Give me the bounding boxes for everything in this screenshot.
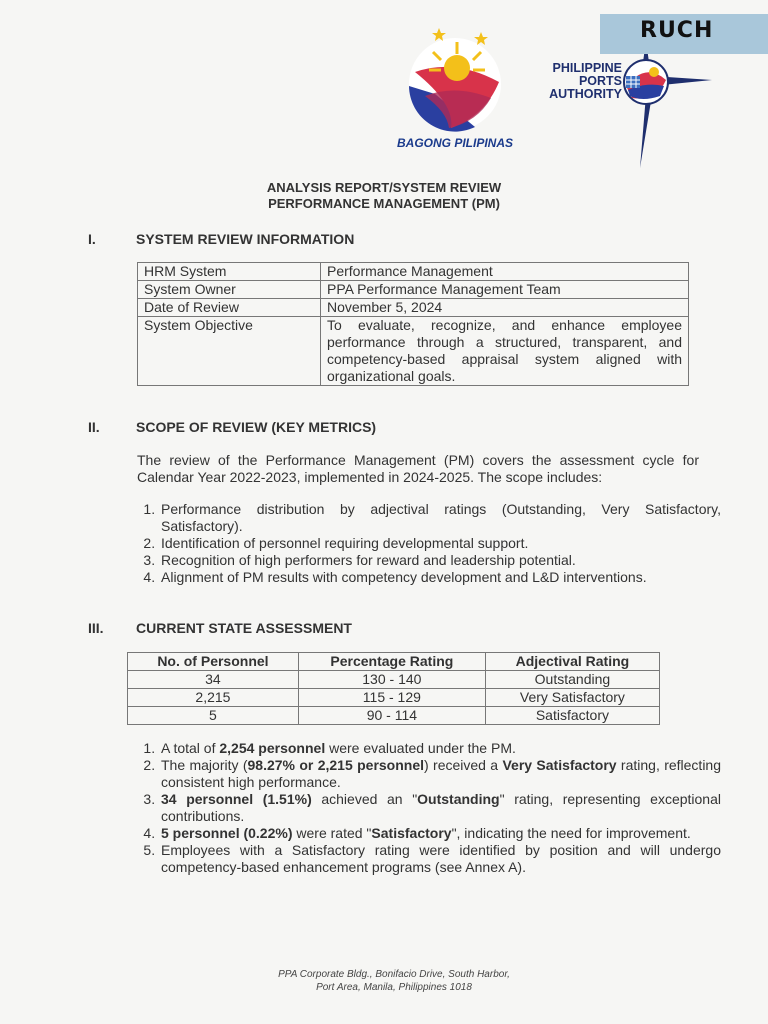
table-row xyxy=(138,299,689,317)
section-2-title: SCOPE OF REVIEW (KEY METRICS) xyxy=(136,419,377,435)
item-text: Employees with a Satisfactory rating were identified by position and will undergo competency-based enhancement programs (see Annex A). xyxy=(161,842,721,875)
item-text: The majority ( xyxy=(161,757,248,773)
table-cell: 90 - 114 xyxy=(298,707,485,725)
ppa-name xyxy=(530,62,622,101)
scope-list xyxy=(137,501,721,586)
table-value-cell: To evaluate, recognize, and enhance employee performance through a structured, transparent, and competency-based appraisal system aligned with organizational goals. xyxy=(321,317,689,386)
table-cell: Outstanding xyxy=(485,671,659,689)
table-cell: 115 - 129 xyxy=(298,689,485,707)
table-cell: 2,215 xyxy=(128,689,299,707)
footer-address-line1: PPA Corporate Bldg., Bonifacio Drive, South Harbor, xyxy=(278,969,510,980)
table-row xyxy=(138,281,689,299)
ppa-compass-logo xyxy=(612,40,722,170)
table-key-cell: HRM System xyxy=(138,263,321,281)
list-item xyxy=(159,842,721,876)
table-header-row xyxy=(128,653,660,671)
item-emphasis: Very Satisfactory xyxy=(502,757,617,773)
item-text: were rated " xyxy=(292,825,372,841)
item-text: ) received a xyxy=(424,757,503,773)
table-key-cell: System Objective xyxy=(138,317,321,386)
table-key-cell: Date of Review xyxy=(138,299,321,317)
table-cell: 34 xyxy=(128,671,299,689)
table-key-cell: System Owner xyxy=(138,281,321,299)
list-item: 1. Performance distribution by adjectival ratings (Outstanding, Very Satisfactory, Satisfactory). xyxy=(159,501,721,535)
rating-distribution-table xyxy=(127,652,660,725)
column-header: No. of Personnel xyxy=(128,653,299,671)
footer-address-line2: Port Area, Manila, Philippines 1018 xyxy=(316,982,472,993)
scope-intro-paragraph: The review of the Performance Management (PM) covers the assessment cycle for Calendar Year 2022-2023, implemented in 2024-2025. The scope includes: xyxy=(137,452,699,485)
column-header: Percentage Rating xyxy=(298,653,485,671)
item-emphasis: 5 personnel (0.22%) xyxy=(161,825,293,841)
table-row xyxy=(128,689,660,707)
bagong-pilipinas-logo xyxy=(395,24,515,136)
ppa-name-line3: AUTHORITY xyxy=(549,87,622,101)
table-cell: 130 - 140 xyxy=(298,671,485,689)
ppa-name-line1: PHILIPPINE xyxy=(552,61,622,75)
list-item xyxy=(159,757,721,791)
section-1-number: I. xyxy=(88,231,96,247)
item-text: rating, reflecting consistent high performance. xyxy=(161,757,721,790)
item-emphasis: 34 personnel (1.51%) xyxy=(161,791,312,807)
table-value-cell: November 5, 2024 xyxy=(321,299,689,317)
table-row xyxy=(128,707,660,725)
table-cell: 5 xyxy=(128,707,299,725)
assessment-findings-list xyxy=(137,740,721,876)
list-item xyxy=(159,791,721,825)
list-item: 3. Recognition of high performers for reward and leadership potential. xyxy=(159,552,721,569)
item-text: achieved an " xyxy=(311,791,418,807)
table-cell: Satisfactory xyxy=(485,707,659,725)
section-2-number: II. xyxy=(88,419,100,435)
document-title-line1: ANALYSIS REPORT/SYSTEM REVIEW xyxy=(266,180,502,195)
item-text: A total of xyxy=(161,740,220,756)
table-value-cell: PPA Performance Management Team xyxy=(321,281,689,299)
table-row xyxy=(138,263,689,281)
item-emphasis: 98.27% or 2,215 personnel xyxy=(247,757,425,773)
section-3-title: CURRENT STATE ASSESSMENT xyxy=(136,620,352,636)
table-value-cell: Performance Management xyxy=(321,263,689,281)
list-item xyxy=(159,740,721,757)
ppa-name-line2: PORTS xyxy=(578,74,622,88)
section-1-title: SYSTEM REVIEW INFORMATION xyxy=(136,231,355,247)
item-text: " rating, representing exceptional contributions. xyxy=(161,791,721,824)
document-title-line2: PERFORMANCE MANAGEMENT (PM) xyxy=(268,196,500,211)
item-text: ", indicating the need for improvement. xyxy=(451,825,691,841)
item-emphasis: Outstanding xyxy=(417,791,500,807)
system-review-table xyxy=(137,262,689,386)
item-emphasis: 2,254 personnel xyxy=(219,740,326,756)
table-row xyxy=(128,671,660,689)
list-item: 2. Identification of personnel requiring developmental support. xyxy=(159,535,721,552)
item-text: were evaluated under the PM. xyxy=(325,740,516,756)
column-header: Adjectival Rating xyxy=(485,653,659,671)
list-item xyxy=(159,825,721,842)
table-cell: Very Satisfactory xyxy=(485,689,659,707)
bagong-pilipinas-caption: BAGONG PILIPINAS xyxy=(396,136,513,150)
table-row xyxy=(138,317,689,386)
handwritten-initials: RUCH xyxy=(640,18,714,43)
list-item: 4. Alignment of PM results with competency development and L&D interventions. xyxy=(159,569,721,586)
section-3-number: III. xyxy=(88,620,104,636)
item-emphasis: Satisfactory xyxy=(371,825,452,841)
